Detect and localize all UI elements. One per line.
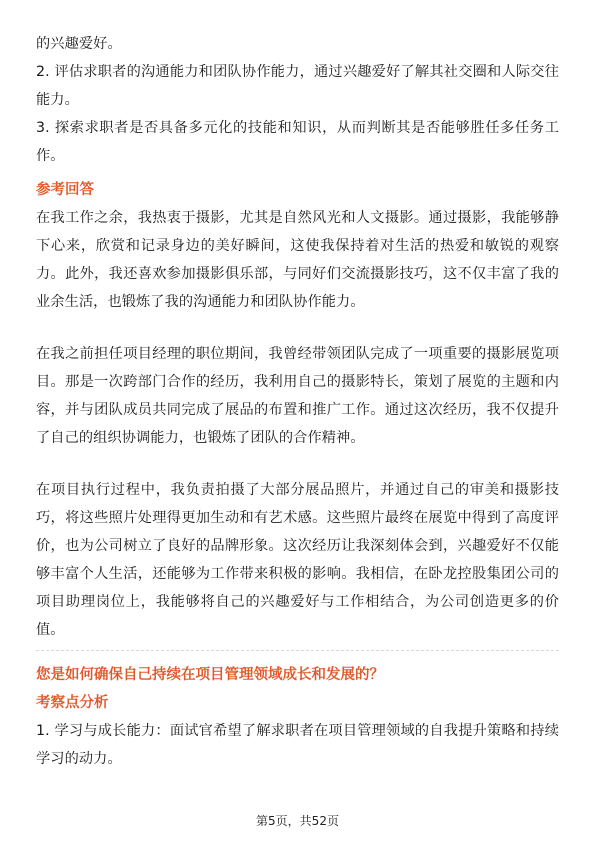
analysis-point-1: 1. 学习与成长能力：面试官希望了解求职者在项目管理领域的自我提升策略和持续学习的动力。 xyxy=(36,723,559,767)
section-divider xyxy=(36,650,559,651)
assessment-point-3: 3. 探索求职者是否具备多元化的技能和知识，从而判断其是否能够胜任多任务工作。 xyxy=(36,120,559,164)
intro-tail-text: 的兴趣爱好。 xyxy=(36,36,122,52)
answer-paragraph-3: 在项目执行过程中，我负责拍摄了大部分展品照片，并通过自己的审美和摄影技巧，将这些照片处理得更加生动和有艺术感。这些照片最终在展览中得到了高度评价，也为公司树立了良好的品牌形象。这次经历让我深刻体会到，兴趣爱好不仅能够丰富个人生活，还能够为工作带来积极的影响。我相信，在卧龙控股集团公司的项目助理岗位上，我能够将自己的兴趣爱好与工作相结合，为公司创造更多的价值。 xyxy=(36,482,559,638)
document-page xyxy=(36,30,559,773)
analysis-heading: 考察点分析 xyxy=(36,695,109,711)
answer-heading: 参考回答 xyxy=(36,182,94,198)
assessment-point-2: 2. 评估求职者的沟通能力和团队协作能力，通过兴趣爱好了解其社交圈和人际交往能力。 xyxy=(36,64,559,108)
page-footer: 第5页，共52页 xyxy=(256,814,339,828)
paragraph-gap xyxy=(36,316,559,340)
paragraph-gap xyxy=(36,452,559,476)
answer-paragraph-1: 在我工作之余，我热衷于摄影，尤其是自然风光和人文摄影。通过摄影，我能够静下心来，欣赏和记录身边的美好瞬间，这使我保持着对生活的热爱和敏锐的观察力。此外，我还喜欢参加摄影俱乐部，与同好们交流摄影技巧，这不仅丰富了我的业余生活，也锻炼了我的沟通能力和团队协作能力。 xyxy=(36,210,559,310)
answer-paragraph-2: 在我之前担任项目经理的职位期间，我曾经带领团队完成了一项重要的摄影展览项目。那是一次跨部门合作的经历，我利用自己的摄影特长，策划了展览的主题和内容，并与团队成员共同完成了展品的布置和推广工作。通过这次经历，我不仅提升了自己的组织协调能力，也锻炼了团队的合作精神。 xyxy=(36,346,559,446)
next-question: 您是如何确保自己持续在项目管理领域成长和发展的？ xyxy=(36,667,384,683)
